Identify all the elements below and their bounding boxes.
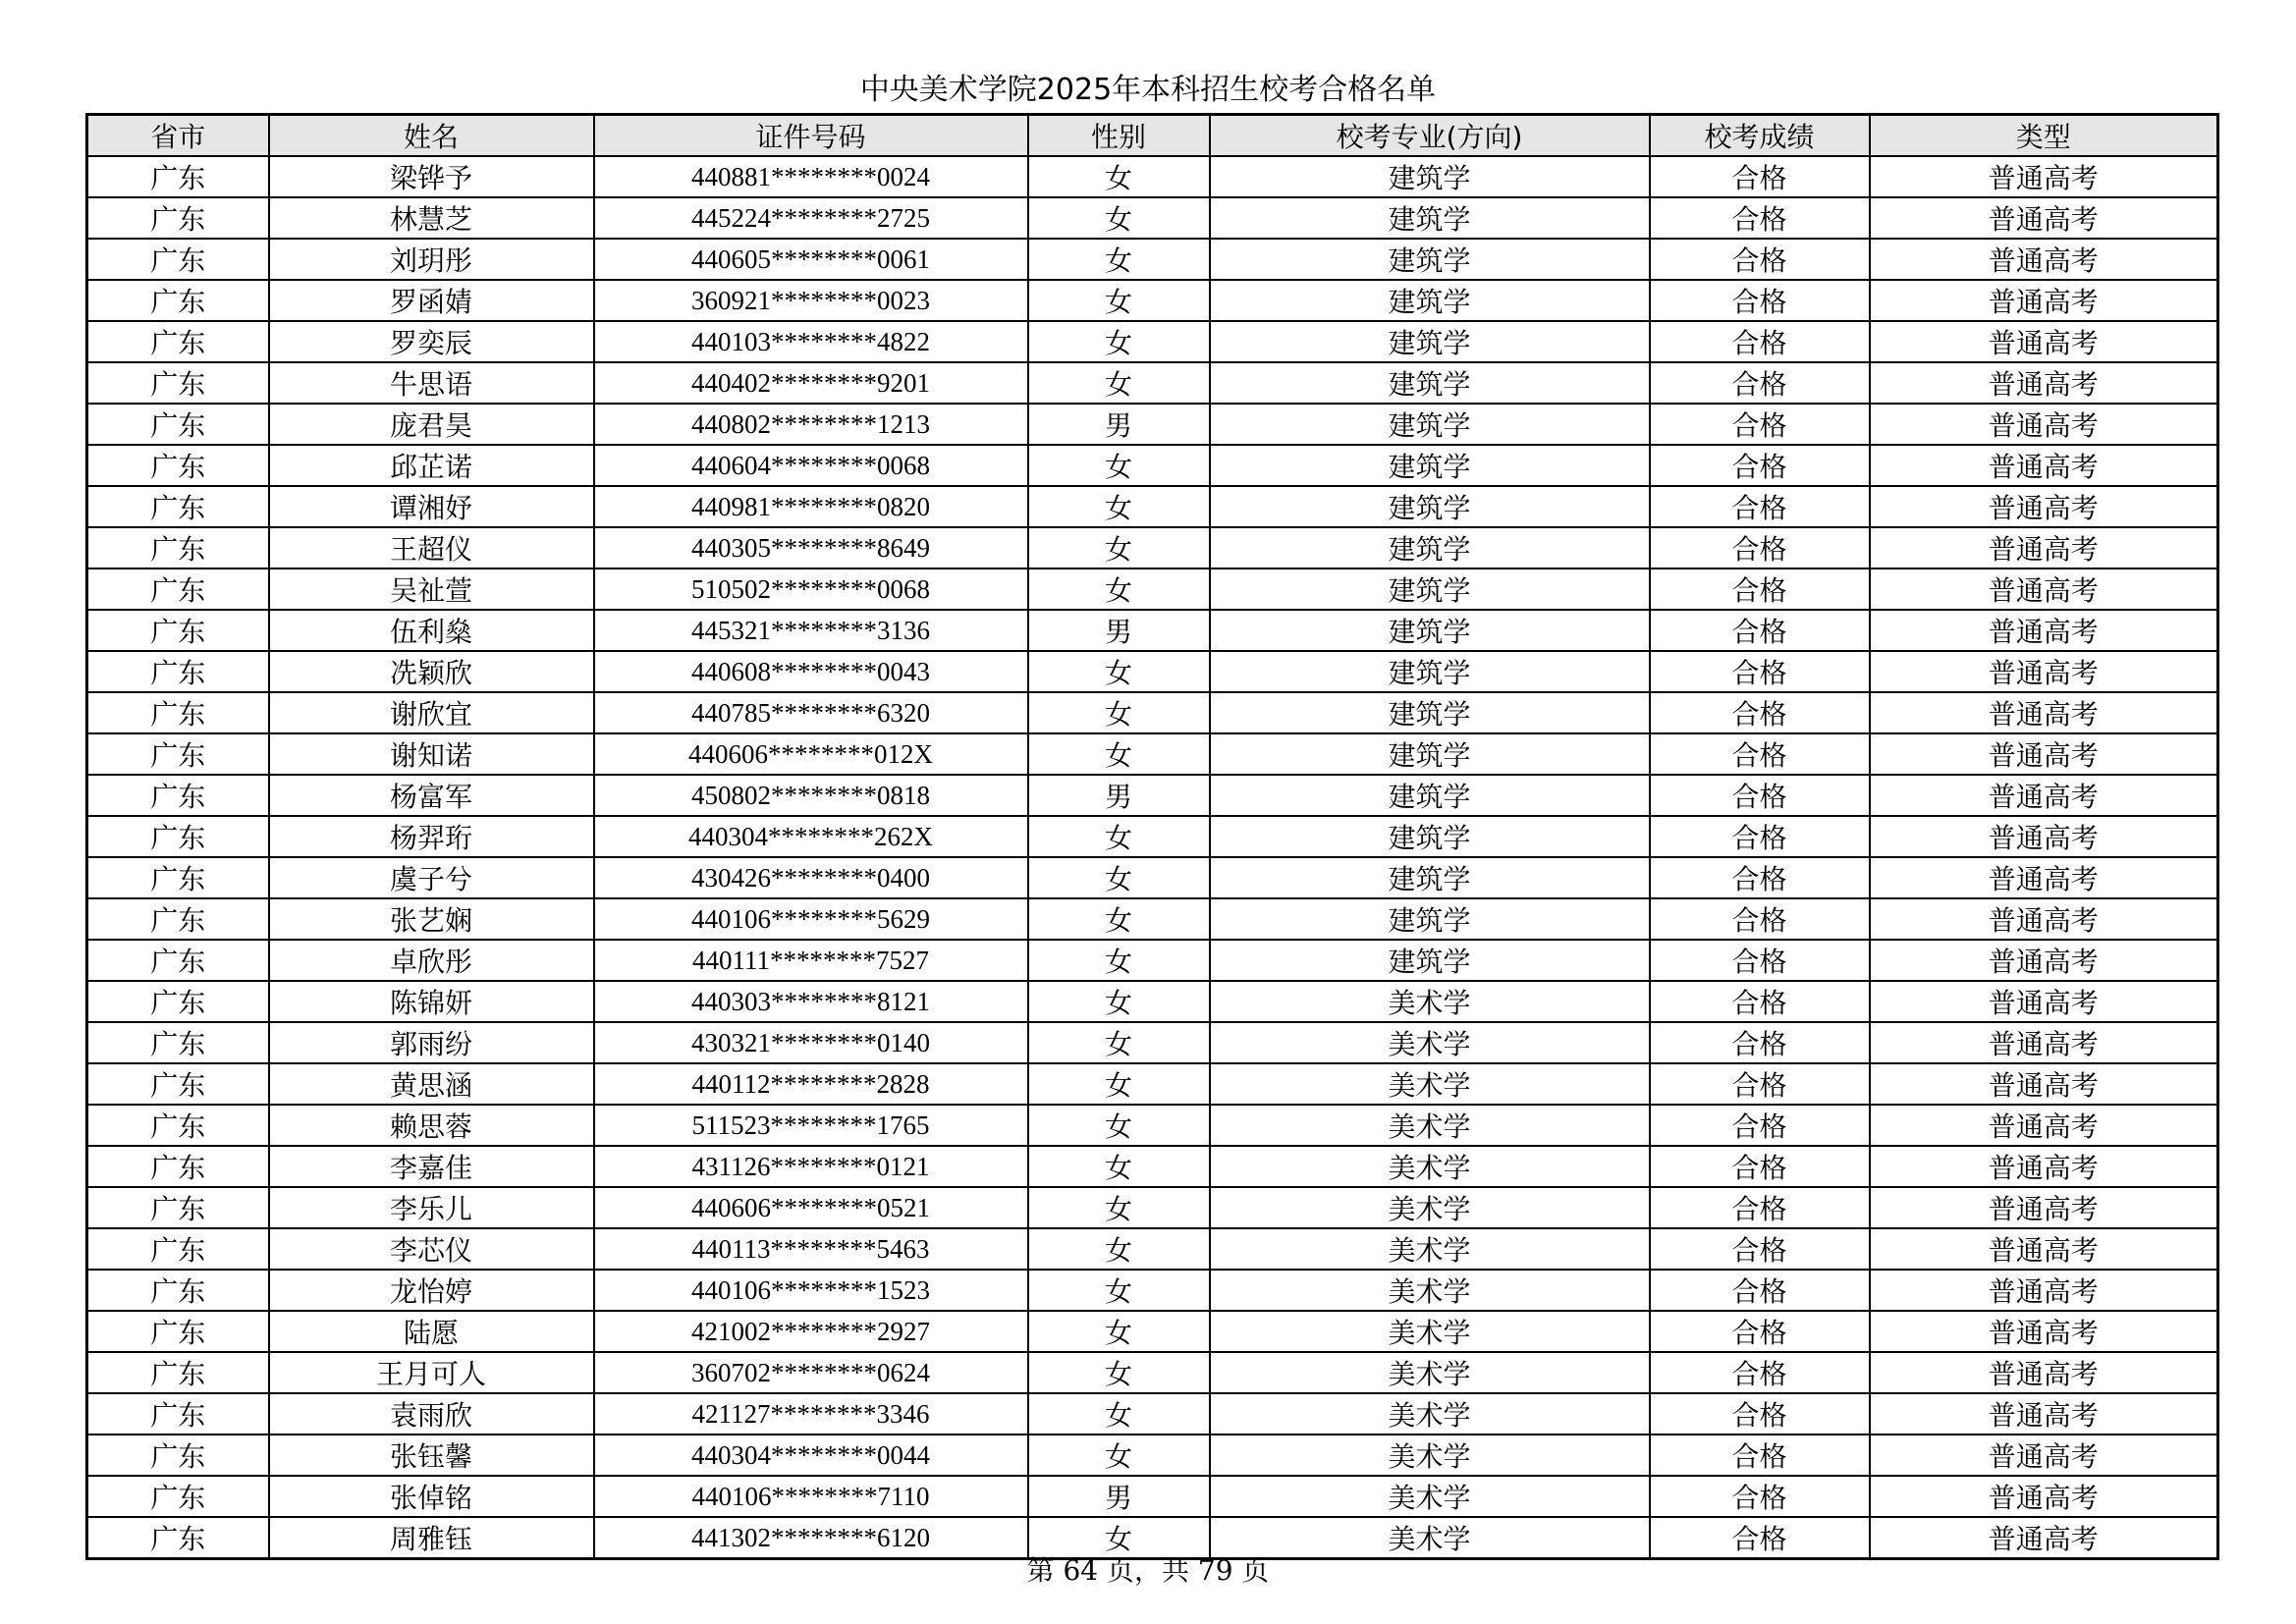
province-cell: 广东	[87, 156, 269, 197]
name-cell: 龙怡婷	[269, 1270, 594, 1311]
score-cell: 合格	[1650, 692, 1870, 733]
major-cell: 美术学	[1210, 1187, 1650, 1228]
id-number-cell: 440103********4822	[594, 321, 1028, 362]
score-cell: 合格	[1650, 404, 1870, 445]
name-cell: 虞子兮	[269, 857, 594, 898]
type-cell: 普通高考	[1870, 445, 2218, 486]
type-cell: 普通高考	[1870, 1517, 2218, 1559]
table-row	[87, 568, 2218, 610]
admission-table	[85, 113, 2219, 1560]
table-row	[87, 1146, 2218, 1187]
gender-cell: 女	[1028, 568, 1210, 610]
score-cell: 合格	[1650, 239, 1870, 280]
score-cell: 合格	[1650, 1105, 1870, 1146]
major-cell: 建筑学	[1210, 445, 1650, 486]
score-cell: 合格	[1650, 156, 1870, 197]
name-cell: 周雅钰	[269, 1517, 594, 1559]
table-row	[87, 486, 2218, 527]
name-cell: 张倬铭	[269, 1476, 594, 1517]
gender-cell: 女	[1028, 1270, 1210, 1311]
page-number: 第 64 页，共 79 页	[1026, 1554, 1270, 1587]
major-cell: 建筑学	[1210, 404, 1650, 445]
type-cell: 普通高考	[1870, 733, 2218, 775]
type-cell: 普通高考	[1870, 692, 2218, 733]
id-number-cell: 440106********5629	[594, 898, 1028, 940]
gender-cell: 女	[1028, 1022, 1210, 1063]
province-cell: 广东	[87, 362, 269, 404]
type-cell: 普通高考	[1870, 1105, 2218, 1146]
type-cell: 普通高考	[1870, 1352, 2218, 1393]
id-number-cell: 441302********6120	[594, 1517, 1028, 1559]
province-cell: 广东	[87, 857, 269, 898]
type-cell: 普通高考	[1870, 1228, 2218, 1270]
score-cell: 合格	[1650, 898, 1870, 940]
gender-cell: 女	[1028, 898, 1210, 940]
type-cell: 普通高考	[1870, 239, 2218, 280]
name-cell: 陈锦妍	[269, 981, 594, 1022]
name-cell: 谢知诺	[269, 733, 594, 775]
table-row	[87, 1022, 2218, 1063]
type-cell: 普通高考	[1870, 610, 2218, 651]
name-cell: 邱芷诺	[269, 445, 594, 486]
score-cell: 合格	[1650, 651, 1870, 692]
major-cell: 美术学	[1210, 1063, 1650, 1105]
name-cell: 王月可人	[269, 1352, 594, 1393]
score-cell: 合格	[1650, 775, 1870, 816]
gender-cell: 女	[1028, 445, 1210, 486]
type-cell: 普通高考	[1870, 486, 2218, 527]
score-cell: 合格	[1650, 1228, 1870, 1270]
province-cell: 广东	[87, 816, 269, 857]
major-cell: 建筑学	[1210, 486, 1650, 527]
gender-cell: 女	[1028, 940, 1210, 981]
name-cell: 黄思涵	[269, 1063, 594, 1105]
gender-cell: 女	[1028, 362, 1210, 404]
table-row	[87, 651, 2218, 692]
province-cell: 广东	[87, 1022, 269, 1063]
province-cell: 广东	[87, 1228, 269, 1270]
major-cell: 建筑学	[1210, 197, 1650, 239]
id-number-cell: 440606********012X	[594, 733, 1028, 775]
type-cell: 普通高考	[1870, 568, 2218, 610]
major-cell: 建筑学	[1210, 610, 1650, 651]
id-number-cell: 421002********2927	[594, 1311, 1028, 1352]
type-cell: 普通高考	[1870, 404, 2218, 445]
score-cell: 合格	[1650, 733, 1870, 775]
name-cell: 陆愿	[269, 1311, 594, 1352]
gender-cell: 女	[1028, 239, 1210, 280]
id-number-cell: 440113********5463	[594, 1228, 1028, 1270]
type-cell: 普通高考	[1870, 981, 2218, 1022]
page-title: 中央美术学院2025年本科招生校考合格名单	[859, 73, 1437, 107]
table-row	[87, 239, 2218, 280]
gender-cell: 男	[1028, 610, 1210, 651]
id-number-cell: 360921********0023	[594, 280, 1028, 321]
gender-cell: 女	[1028, 1352, 1210, 1393]
id-number-cell: 421127********3346	[594, 1393, 1028, 1435]
id-number-cell: 431126********0121	[594, 1146, 1028, 1187]
major-cell: 美术学	[1210, 1105, 1650, 1146]
province-cell: 广东	[87, 197, 269, 239]
score-cell: 合格	[1650, 1270, 1870, 1311]
table-row	[87, 362, 2218, 404]
type-cell: 普通高考	[1870, 1435, 2218, 1476]
name-cell: 梁铧予	[269, 156, 594, 197]
province-cell: 广东	[87, 1311, 269, 1352]
type-cell: 普通高考	[1870, 1476, 2218, 1517]
gender-cell: 女	[1028, 1393, 1210, 1435]
major-cell: 美术学	[1210, 1146, 1650, 1187]
id-number-cell: 440305********8649	[594, 527, 1028, 568]
gender-cell: 女	[1028, 816, 1210, 857]
score-cell: 合格	[1650, 1352, 1870, 1393]
score-cell: 合格	[1650, 568, 1870, 610]
gender-cell: 女	[1028, 1517, 1210, 1559]
table-row	[87, 981, 2218, 1022]
id-number-cell: 440111********7527	[594, 940, 1028, 981]
gender-cell: 女	[1028, 692, 1210, 733]
name-cell: 赖思蓉	[269, 1105, 594, 1146]
gender-cell: 女	[1028, 981, 1210, 1022]
province-cell: 广东	[87, 898, 269, 940]
table-row	[87, 1352, 2218, 1393]
header-type: 类型	[1870, 115, 2218, 157]
header-id-number: 证件号码	[594, 115, 1028, 157]
name-cell: 谢欣宜	[269, 692, 594, 733]
id-number-cell: 440802********1213	[594, 404, 1028, 445]
province-cell: 广东	[87, 568, 269, 610]
id-number-cell: 445224********2725	[594, 197, 1028, 239]
province-cell: 广东	[87, 1435, 269, 1476]
gender-cell: 女	[1028, 280, 1210, 321]
score-cell: 合格	[1650, 1311, 1870, 1352]
id-number-cell: 440604********0068	[594, 445, 1028, 486]
id-number-cell: 440785********6320	[594, 692, 1028, 733]
name-cell: 王超仪	[269, 527, 594, 568]
province-cell: 广东	[87, 445, 269, 486]
gender-cell: 女	[1028, 1105, 1210, 1146]
table-row	[87, 156, 2218, 197]
province-cell: 广东	[87, 280, 269, 321]
major-cell: 美术学	[1210, 1311, 1650, 1352]
name-cell: 林慧芝	[269, 197, 594, 239]
table-row	[87, 1187, 2218, 1228]
id-number-cell: 430321********0140	[594, 1022, 1028, 1063]
province-cell: 广东	[87, 651, 269, 692]
score-cell: 合格	[1650, 362, 1870, 404]
name-cell: 庞君昊	[269, 404, 594, 445]
gender-cell: 女	[1028, 1228, 1210, 1270]
score-cell: 合格	[1650, 445, 1870, 486]
gender-cell: 男	[1028, 1476, 1210, 1517]
table-row	[87, 1435, 2218, 1476]
id-number-cell: 430426********0400	[594, 857, 1028, 898]
type-cell: 普通高考	[1870, 775, 2218, 816]
type-cell: 普通高考	[1870, 197, 2218, 239]
major-cell: 建筑学	[1210, 816, 1650, 857]
province-cell: 广东	[87, 692, 269, 733]
gender-cell: 女	[1028, 1311, 1210, 1352]
province-cell: 广东	[87, 1146, 269, 1187]
name-cell: 郭雨纷	[269, 1022, 594, 1063]
header-score: 校考成绩	[1650, 115, 1870, 157]
province-cell: 广东	[87, 940, 269, 981]
major-cell: 美术学	[1210, 1022, 1650, 1063]
score-cell: 合格	[1650, 1393, 1870, 1435]
id-number-cell: 440106********1523	[594, 1270, 1028, 1311]
table-row	[87, 940, 2218, 981]
province-cell: 广东	[87, 404, 269, 445]
id-number-cell: 510502********0068	[594, 568, 1028, 610]
gender-cell: 女	[1028, 156, 1210, 197]
major-cell: 美术学	[1210, 1228, 1650, 1270]
gender-cell: 男	[1028, 775, 1210, 816]
table-row	[87, 1270, 2218, 1311]
score-cell: 合格	[1650, 1022, 1870, 1063]
table-row	[87, 1105, 2218, 1146]
type-cell: 普通高考	[1870, 527, 2218, 568]
gender-cell: 女	[1028, 486, 1210, 527]
major-cell: 建筑学	[1210, 280, 1650, 321]
table-row	[87, 857, 2218, 898]
table-row	[87, 1393, 2218, 1435]
gender-cell: 女	[1028, 733, 1210, 775]
type-cell: 普通高考	[1870, 940, 2218, 981]
major-cell: 建筑学	[1210, 692, 1650, 733]
score-cell: 合格	[1650, 1146, 1870, 1187]
major-cell: 建筑学	[1210, 775, 1650, 816]
type-cell: 普通高考	[1870, 1393, 2218, 1435]
type-cell: 普通高考	[1870, 816, 2218, 857]
name-cell: 李芯仪	[269, 1228, 594, 1270]
major-cell: 美术学	[1210, 1435, 1650, 1476]
major-cell: 美术学	[1210, 1352, 1650, 1393]
name-cell: 杨富军	[269, 775, 594, 816]
name-cell: 袁雨欣	[269, 1393, 594, 1435]
id-number-cell: 440981********0820	[594, 486, 1028, 527]
major-cell: 美术学	[1210, 1476, 1650, 1517]
major-cell: 建筑学	[1210, 898, 1650, 940]
name-cell: 罗函婧	[269, 280, 594, 321]
type-cell: 普通高考	[1870, 1187, 2218, 1228]
major-cell: 建筑学	[1210, 940, 1650, 981]
name-cell: 李乐儿	[269, 1187, 594, 1228]
province-cell: 广东	[87, 486, 269, 527]
table-row	[87, 321, 2218, 362]
major-cell: 建筑学	[1210, 651, 1650, 692]
province-cell: 广东	[87, 321, 269, 362]
score-cell: 合格	[1650, 1187, 1870, 1228]
province-cell: 广东	[87, 1393, 269, 1435]
gender-cell: 女	[1028, 1063, 1210, 1105]
name-cell: 张钰馨	[269, 1435, 594, 1476]
province-cell: 广东	[87, 981, 269, 1022]
type-cell: 普通高考	[1870, 156, 2218, 197]
province-cell: 广东	[87, 1352, 269, 1393]
table-row	[87, 1063, 2218, 1105]
name-cell: 伍利燊	[269, 610, 594, 651]
name-cell: 张艺娴	[269, 898, 594, 940]
score-cell: 合格	[1650, 527, 1870, 568]
score-cell: 合格	[1650, 610, 1870, 651]
major-cell: 美术学	[1210, 981, 1650, 1022]
score-cell: 合格	[1650, 1435, 1870, 1476]
type-cell: 普通高考	[1870, 857, 2218, 898]
gender-cell: 女	[1028, 1435, 1210, 1476]
table-row	[87, 527, 2218, 568]
type-cell: 普通高考	[1870, 1146, 2218, 1187]
province-cell: 广东	[87, 1270, 269, 1311]
id-number-cell: 440606********0521	[594, 1187, 1028, 1228]
score-cell: 合格	[1650, 486, 1870, 527]
gender-cell: 女	[1028, 857, 1210, 898]
table-row	[87, 197, 2218, 239]
id-number-cell: 440106********7110	[594, 1476, 1028, 1517]
province-cell: 广东	[87, 1063, 269, 1105]
score-cell: 合格	[1650, 1063, 1870, 1105]
province-cell: 广东	[87, 239, 269, 280]
name-cell: 李嘉佳	[269, 1146, 594, 1187]
gender-cell: 女	[1028, 527, 1210, 568]
score-cell: 合格	[1650, 857, 1870, 898]
id-number-cell: 450802********0818	[594, 775, 1028, 816]
table-row	[87, 775, 2218, 816]
id-number-cell: 440881********0024	[594, 156, 1028, 197]
type-cell: 普通高考	[1870, 898, 2218, 940]
name-cell: 吴祉萱	[269, 568, 594, 610]
major-cell: 美术学	[1210, 1270, 1650, 1311]
type-cell: 普通高考	[1870, 1022, 2218, 1063]
table-header-row	[87, 115, 2218, 157]
score-cell: 合格	[1650, 981, 1870, 1022]
header-name: 姓名	[269, 115, 594, 157]
province-cell: 广东	[87, 1517, 269, 1559]
major-cell: 建筑学	[1210, 527, 1650, 568]
major-cell: 建筑学	[1210, 568, 1650, 610]
name-cell: 冼颖欣	[269, 651, 594, 692]
major-cell: 建筑学	[1210, 156, 1650, 197]
table-row	[87, 898, 2218, 940]
gender-cell: 女	[1028, 321, 1210, 362]
gender-cell: 女	[1028, 1146, 1210, 1187]
score-cell: 合格	[1650, 280, 1870, 321]
id-number-cell: 440304********262X	[594, 816, 1028, 857]
gender-cell: 男	[1028, 404, 1210, 445]
name-cell: 杨羿珩	[269, 816, 594, 857]
name-cell: 刘玥彤	[269, 239, 594, 280]
table-row	[87, 816, 2218, 857]
gender-cell: 女	[1028, 651, 1210, 692]
gender-cell: 女	[1028, 1187, 1210, 1228]
header-gender: 性别	[1028, 115, 1210, 157]
province-cell: 广东	[87, 1476, 269, 1517]
table-row	[87, 610, 2218, 651]
province-cell: 广东	[87, 733, 269, 775]
header-province: 省市	[87, 115, 269, 157]
id-number-cell: 511523********1765	[594, 1105, 1028, 1146]
id-number-cell: 445321********3136	[594, 610, 1028, 651]
name-cell: 谭湘妤	[269, 486, 594, 527]
id-number-cell: 440402********9201	[594, 362, 1028, 404]
major-cell: 建筑学	[1210, 857, 1650, 898]
table-row	[87, 404, 2218, 445]
score-cell: 合格	[1650, 1476, 1870, 1517]
type-cell: 普通高考	[1870, 1270, 2218, 1311]
type-cell: 普通高考	[1870, 362, 2218, 404]
name-cell: 卓欣彤	[269, 940, 594, 981]
type-cell: 普通高考	[1870, 651, 2218, 692]
table-row	[87, 1228, 2218, 1270]
type-cell: 普通高考	[1870, 321, 2218, 362]
id-number-cell: 440608********0043	[594, 651, 1028, 692]
id-number-cell: 360702********0624	[594, 1352, 1028, 1393]
type-cell: 普通高考	[1870, 1063, 2218, 1105]
name-cell: 罗奕辰	[269, 321, 594, 362]
major-cell: 美术学	[1210, 1393, 1650, 1435]
type-cell: 普通高考	[1870, 1311, 2218, 1352]
id-number-cell: 440605********0061	[594, 239, 1028, 280]
type-cell: 普通高考	[1870, 280, 2218, 321]
province-cell: 广东	[87, 527, 269, 568]
province-cell: 广东	[87, 610, 269, 651]
major-cell: 建筑学	[1210, 362, 1650, 404]
major-cell: 美术学	[1210, 1517, 1650, 1559]
score-cell: 合格	[1650, 940, 1870, 981]
table-row	[87, 1476, 2218, 1517]
table-row	[87, 733, 2218, 775]
score-cell: 合格	[1650, 321, 1870, 362]
score-cell: 合格	[1650, 1517, 1870, 1559]
id-number-cell: 440303********8121	[594, 981, 1028, 1022]
score-cell: 合格	[1650, 197, 1870, 239]
name-cell: 牛思语	[269, 362, 594, 404]
province-cell: 广东	[87, 1105, 269, 1146]
table-row	[87, 280, 2218, 321]
major-cell: 建筑学	[1210, 239, 1650, 280]
header-major: 校考专业(方向)	[1210, 115, 1650, 157]
table-row	[87, 1311, 2218, 1352]
major-cell: 建筑学	[1210, 321, 1650, 362]
id-number-cell: 440112********2828	[594, 1063, 1028, 1105]
id-number-cell: 440304********0044	[594, 1435, 1028, 1476]
gender-cell: 女	[1028, 197, 1210, 239]
province-cell: 广东	[87, 775, 269, 816]
table-row	[87, 692, 2218, 733]
score-cell: 合格	[1650, 816, 1870, 857]
table-row	[87, 445, 2218, 486]
province-cell: 广东	[87, 1187, 269, 1228]
major-cell: 建筑学	[1210, 733, 1650, 775]
